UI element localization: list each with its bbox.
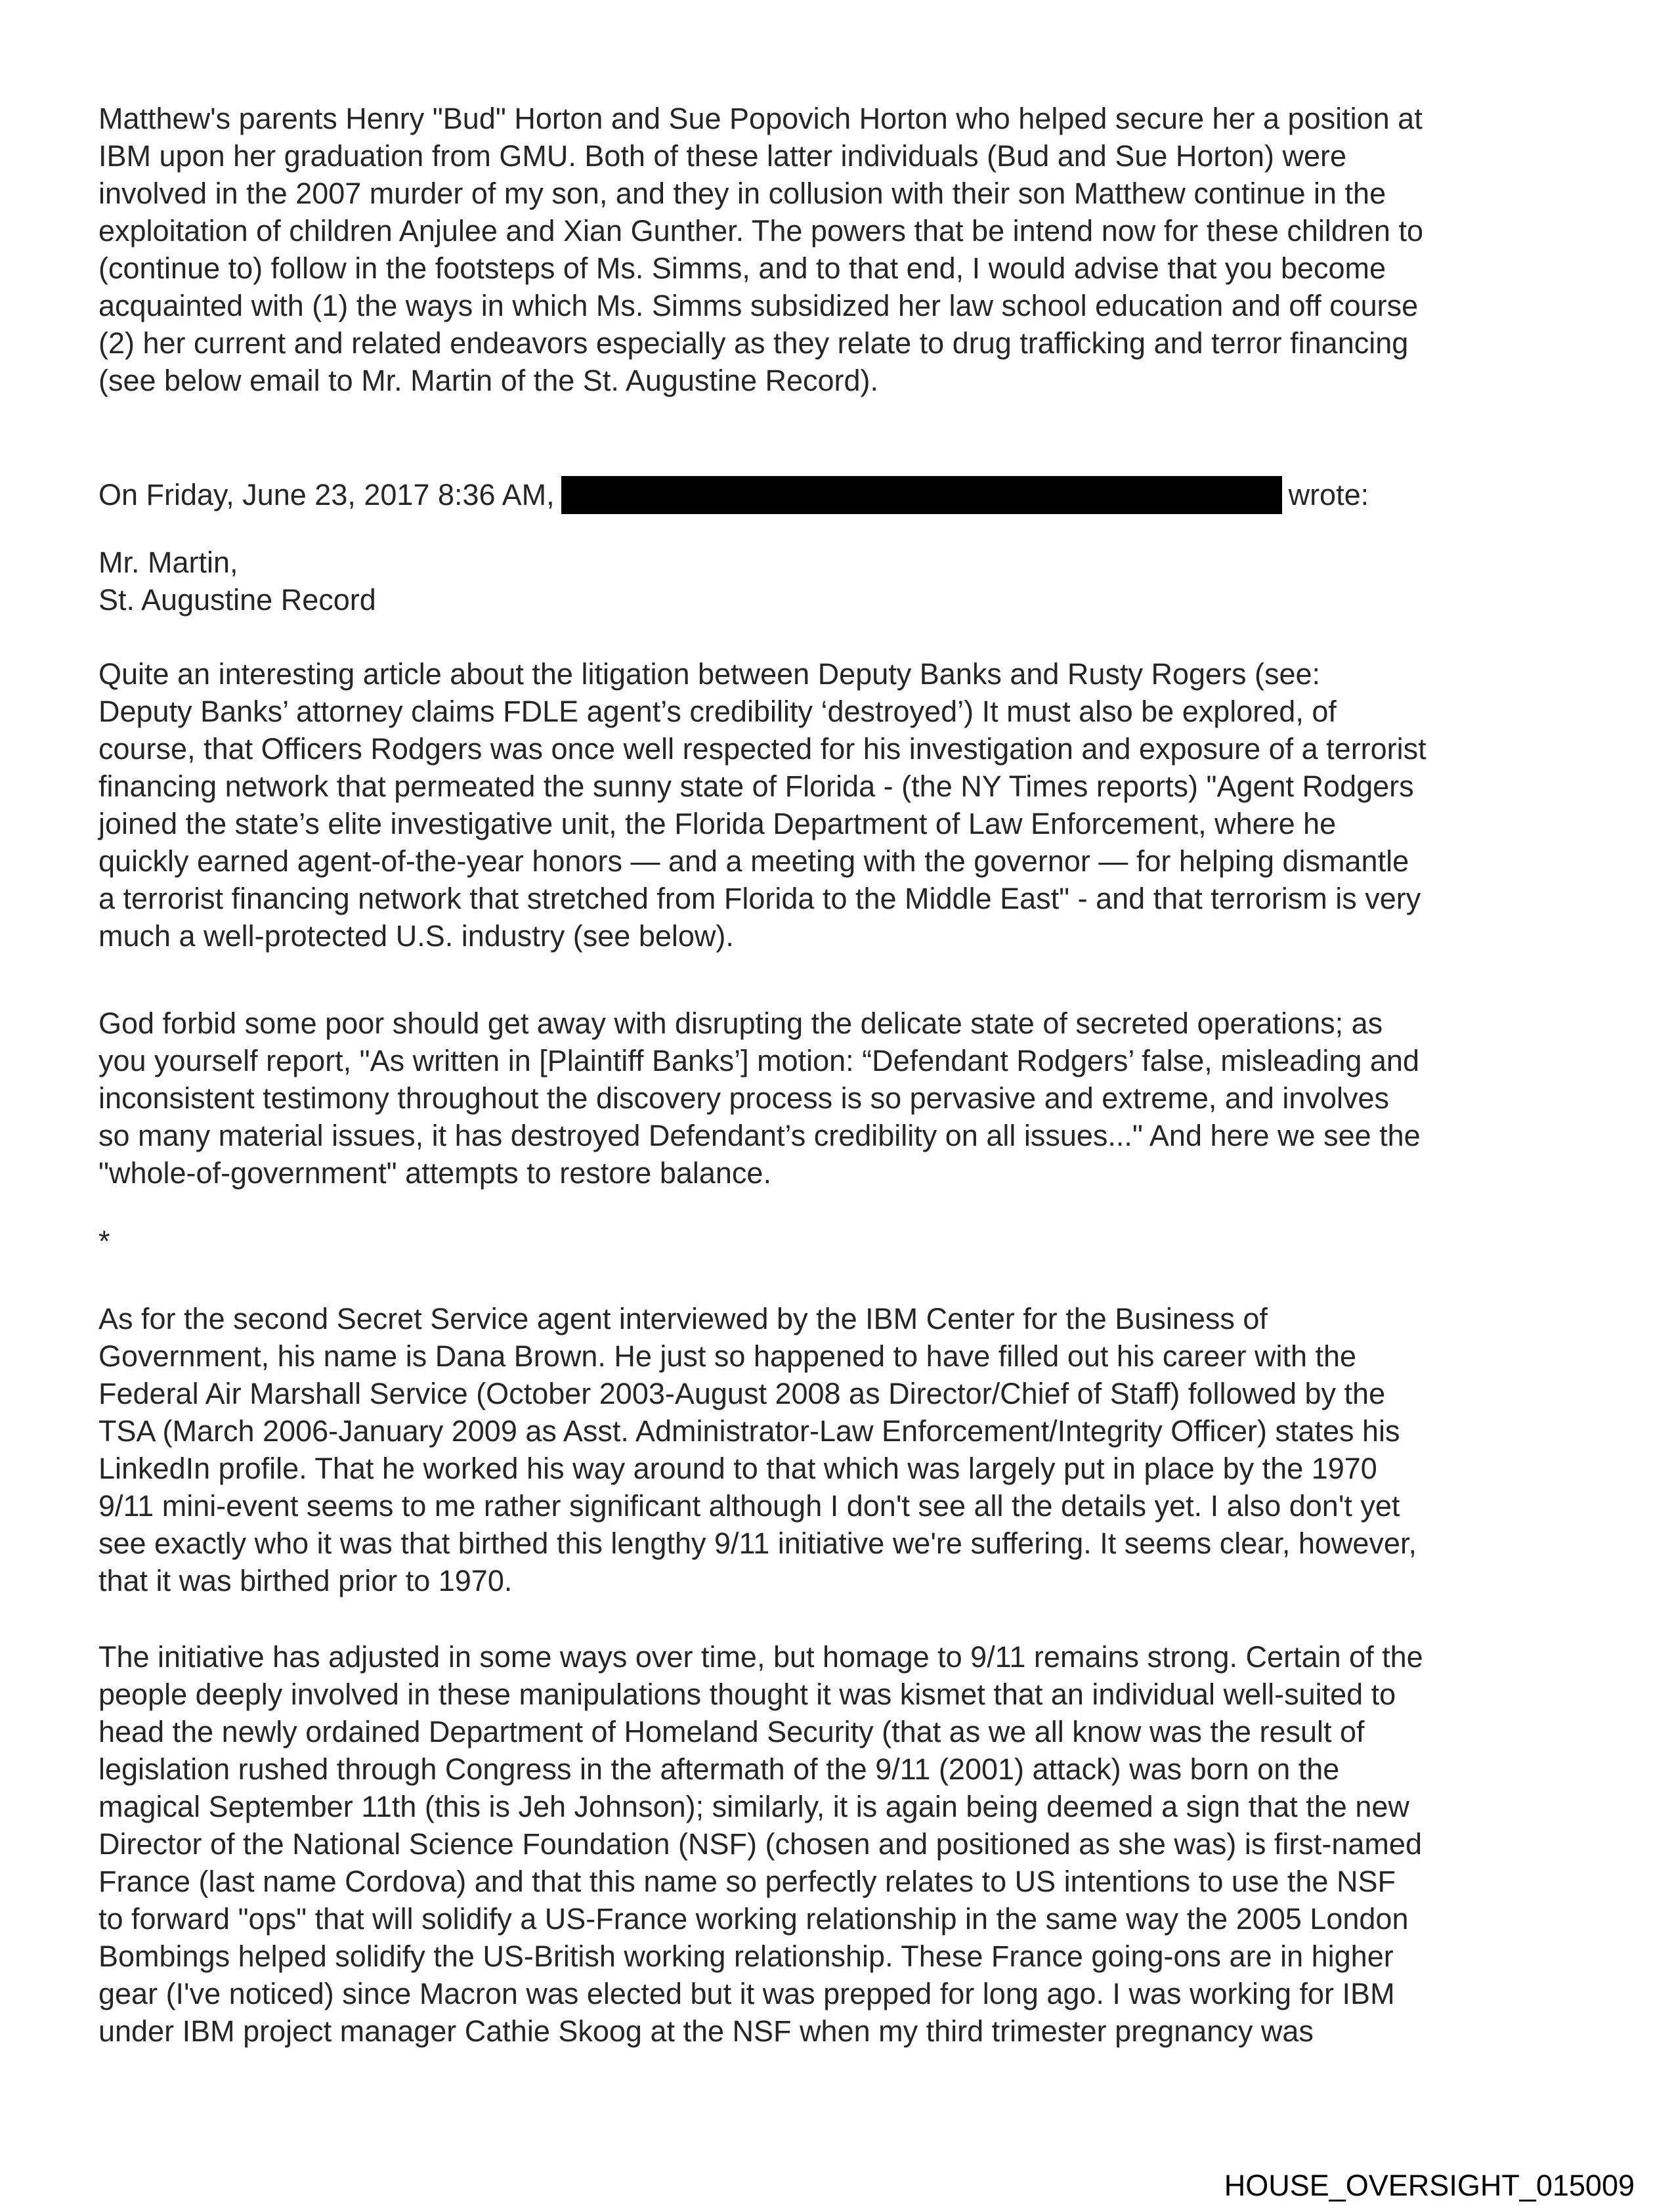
text-line: France (last name Cordova) and that this name so perfectly relates to US intentions to use the NSF	[98, 1865, 1396, 1898]
text-line: head the newly ordained Department of Homeland Security (that as we all know was the result of	[98, 1715, 1365, 1748]
paragraph-secret-service-agent	[98, 1300, 1595, 1599]
section-separator	[98, 1223, 1595, 1260]
text-line: see exactly who it was that birthed this lengthy 9/11 initiative we're suffering. It seems clear, however,	[98, 1527, 1417, 1560]
text-line: Quite an interesting article about the litigation between Deputy Banks and Rusty Rogers (see:	[98, 657, 1321, 691]
text-line: you yourself report, "As written in [Plaintiff Banks’] motion: “Defendant Rodgers’ false, misleading and	[98, 1044, 1419, 1077]
text-line: financing network that permeated the sunny state of Florida - (the NY Times reports) "Agent Rodgers	[98, 770, 1414, 803]
text-line: Director of the National Science Foundation (NSF) (chosen and positioned as she was) is first-named	[98, 1827, 1422, 1861]
text-line: involved in the 2007 murder of my son, and they in collusion with their son Matthew continue in the	[98, 177, 1386, 210]
text-line: God forbid some poor should get away with disrupting the delicate state of secreted operations; as	[98, 1007, 1383, 1040]
text-line: "whole-of-government" attempts to restore balance.	[98, 1156, 771, 1190]
paragraph-initiative	[98, 1638, 1595, 2050]
text-line: (continue to) follow in the footsteps of Ms. Simms, and to that end, I would advise that you become	[98, 251, 1386, 285]
text-line: exploitation of children Anjulee and Xian Gunther. The powers that be intend now for these children to	[98, 214, 1423, 248]
salutation	[98, 544, 1595, 618]
text-line: that it was birthed prior to 1970.	[98, 1564, 513, 1597]
text-line: to forward "ops" that will solidify a US-France working relationship in the same way the 2005 London	[98, 1902, 1409, 1936]
asterisk-separator: *	[98, 1225, 110, 1258]
text-line: a terrorist financing network that stretched from Florida to the Middle East" - and that terrorism is very	[98, 882, 1421, 915]
bates-number: HOUSE_OVERSIGHT_015009	[1224, 2169, 1635, 2202]
text-line: (2) her current and related endeavors especially as they relate to drug trafficking and terror financing	[98, 326, 1409, 360]
text-line: Deputy Banks’ attorney claims FDLE agent’s credibility ‘destroyed’) It must also be explored, of	[98, 695, 1337, 728]
paragraph-parents-horton	[98, 100, 1595, 399]
text-line: inconsistent testimony throughout the discovery process is so pervasive and extreme, and involves	[98, 1081, 1390, 1115]
text-line: IBM upon her graduation from GMU. Both of these latter individuals (Bud and Sue Horton) were	[98, 139, 1346, 173]
reply-wrote-suffix: wrote:	[1288, 478, 1369, 511]
text-line: Bombings helped solidify the US-British working relationship. These France going-ons are in higher	[98, 1940, 1394, 1973]
text-line: quickly earned agent-of-the-year honors — and a meeting with the governor — for helping dismantle	[98, 844, 1409, 878]
paragraph-god-forbid	[98, 1005, 1595, 1192]
text-line: TSA (March 2006-January 2009 as Asst. Administrator-Law Enforcement/Integrity Officer) states his	[98, 1414, 1400, 1448]
text-line: acquainted with (1) the ways in which Ms. Simms subsidized her law school education and off course	[98, 289, 1419, 322]
text-line: Matthew's parents Henry "Bud" Horton and Sue Popovich Horton who helped secure her a position at	[98, 102, 1423, 135]
text-line: legislation rushed through Congress in the aftermath of the 9/11 (2001) attack) was born on the	[98, 1752, 1340, 1786]
text-line: LinkedIn profile. That he worked his way around to that which was largely put in place by the 1970	[98, 1452, 1377, 1485]
recipient-organization: St. Augustine Record	[98, 583, 376, 617]
email-reply-header	[98, 470, 1595, 520]
text-line: As for the second Secret Service agent interviewed by the IBM Center for the Business of	[98, 1302, 1268, 1335]
text-line: much a well-protected U.S. industry (see below).	[98, 919, 734, 953]
paragraph-litigation-article	[98, 655, 1595, 955]
text-line: The initiative has adjusted in some ways over time, but homage to 9/11 remains strong. Certain of the	[98, 1640, 1423, 1674]
text-line: Federal Air Marshall Service (October 2003-August 2008 as Director/Chief of Staff) followed by the	[98, 1377, 1386, 1410]
redaction-box	[561, 476, 1282, 514]
recipient-name: Mr. Martin,	[98, 546, 238, 579]
reply-date-prefix: On Friday, June 23, 2017 8:36 AM,	[98, 478, 555, 511]
text-line: (see below email to Mr. Martin of the St. Augustine Record).	[98, 364, 879, 397]
text-line: joined the state’s elite investigative unit, the Florida Department of Law Enforcement, where he	[98, 807, 1337, 840]
text-line: people deeply involved in these manipulations thought it was kismet that an individual well-suited to	[98, 1678, 1396, 1711]
text-line: so many material issues, it has destroyed Defendant’s credibility on all issues..." And here we see the	[98, 1119, 1421, 1152]
text-line: under IBM project manager Cathie Skoog at the NSF when my third trimester pregnancy was	[98, 2014, 1314, 2048]
text-line: 9/11 mini-event seems to me rather significant although I don't see all the details yet. I also don't yet	[98, 1489, 1400, 1523]
text-line: gear (I've noticed) since Macron was elected but it was prepped for long ago. I was working for IBM	[98, 1977, 1395, 2010]
text-line: magical September 11th (this is Jeh Johnson); similarly, it is again being deemed a sign that the new	[98, 1790, 1409, 1823]
text-line: Government, his name is Dana Brown. He just so happened to have filled out his career with the	[98, 1339, 1357, 1373]
text-line: course, that Officers Rodgers was once well respected for his investigation and exposure of a terrorist	[98, 732, 1427, 766]
